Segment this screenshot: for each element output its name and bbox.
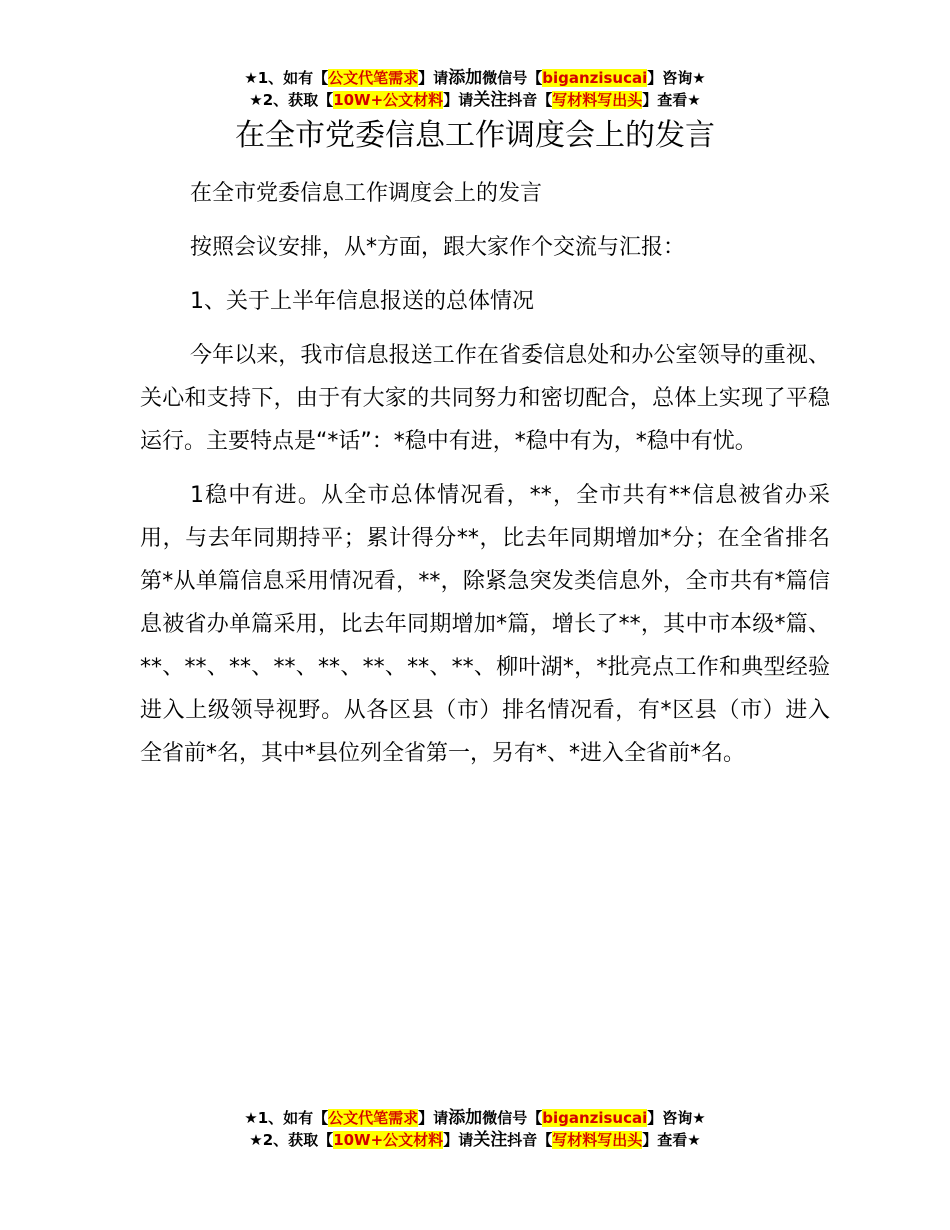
highlight-service: 公文代笔需求 xyxy=(328,1109,419,1127)
document-body xyxy=(140,172,830,775)
banner-emphasis: 添加 xyxy=(448,68,483,88)
banner-text: 微信号【 xyxy=(482,69,543,87)
highlight-douyin: 写材料写出头 xyxy=(552,91,643,109)
banner-text: 抖音【 xyxy=(507,1131,553,1149)
banner-text: ★1、如有【 xyxy=(244,69,329,87)
banner-text: 】咨询★ xyxy=(647,1109,706,1127)
highlight-materials: 10W+公文材料 xyxy=(333,1131,444,1149)
banner-text: 】请 xyxy=(443,1131,474,1149)
banner-emphasis: 关注 xyxy=(473,90,508,110)
banner-line-2 xyxy=(0,1129,950,1151)
banner-emphasis: 添加 xyxy=(448,1108,483,1128)
paragraph-intro: 按照会议安排，从*方面，跟大家作个交流与汇报： xyxy=(190,235,686,260)
paragraph-overview: 今年以来，我市信息报送工作在省委信息处和办公室领导的重视、关心和支持下，由于有大家的共同努力和密切配合，总体上实现了平稳运行。主要特点是“*话”：*稳中有进，*稳中有为，*稳中有忧。 xyxy=(140,343,830,454)
banner-text: 】咨询★ xyxy=(647,69,706,87)
banner-text: 】请 xyxy=(418,69,449,87)
highlight-service: 公文代笔需求 xyxy=(328,69,419,87)
banner-text: ★2、获取【 xyxy=(249,91,334,109)
paragraph-progress: 1稳中有进。从全市总体情况看，**，全市共有**信息被省办采用，与去年同期持平；累计得分**，比去年同期增加*分；在全省排名第*从单篇信息采用情况看，**，除紧急突发类信息外，全市共有*篇信息被省办单篇采用，比去年同期增加*篇，增长了**，其中市本级*篇、**、**、**、**、**、**、**、**、柳叶湖*，*批亮点工作和典型经验进入上级领导视野。从各区县（市）排名情况看，有*区县（市）进入全省前*名，其中*县位列全省第一，另有*、*进入全省前*名。 xyxy=(140,483,830,766)
banner-text: 】查看★ xyxy=(642,91,701,109)
banner-text: 】请 xyxy=(418,1109,449,1127)
highlight-materials: 10W+公文材料 xyxy=(333,91,444,109)
highlight-wechat-id: biganzisucai xyxy=(542,1109,648,1127)
highlight-wechat-id: biganzisucai xyxy=(542,69,648,87)
banner-text: ★1、如有【 xyxy=(244,1109,329,1127)
footer-banner xyxy=(0,1107,950,1151)
banner-text: 】查看★ xyxy=(642,1131,701,1149)
header-banner xyxy=(0,67,950,111)
banner-text: 微信号【 xyxy=(482,1109,543,1127)
paragraph-heading-1: 1、关于上半年信息报送的总体情况 xyxy=(190,289,534,314)
banner-line-1 xyxy=(0,67,950,89)
banner-text: 抖音【 xyxy=(507,91,553,109)
banner-emphasis: 关注 xyxy=(473,1130,508,1150)
banner-line-2 xyxy=(0,89,950,111)
highlight-douyin: 写材料写出头 xyxy=(552,1131,643,1149)
banner-text: ★2、获取【 xyxy=(249,1131,334,1149)
paragraph-subtitle: 在全市党委信息工作调度会上的发言 xyxy=(190,181,543,206)
banner-text: 】请 xyxy=(443,91,474,109)
banner-line-1 xyxy=(0,1107,950,1129)
document-title: 在全市党委信息工作调度会上的发言 xyxy=(235,118,715,153)
